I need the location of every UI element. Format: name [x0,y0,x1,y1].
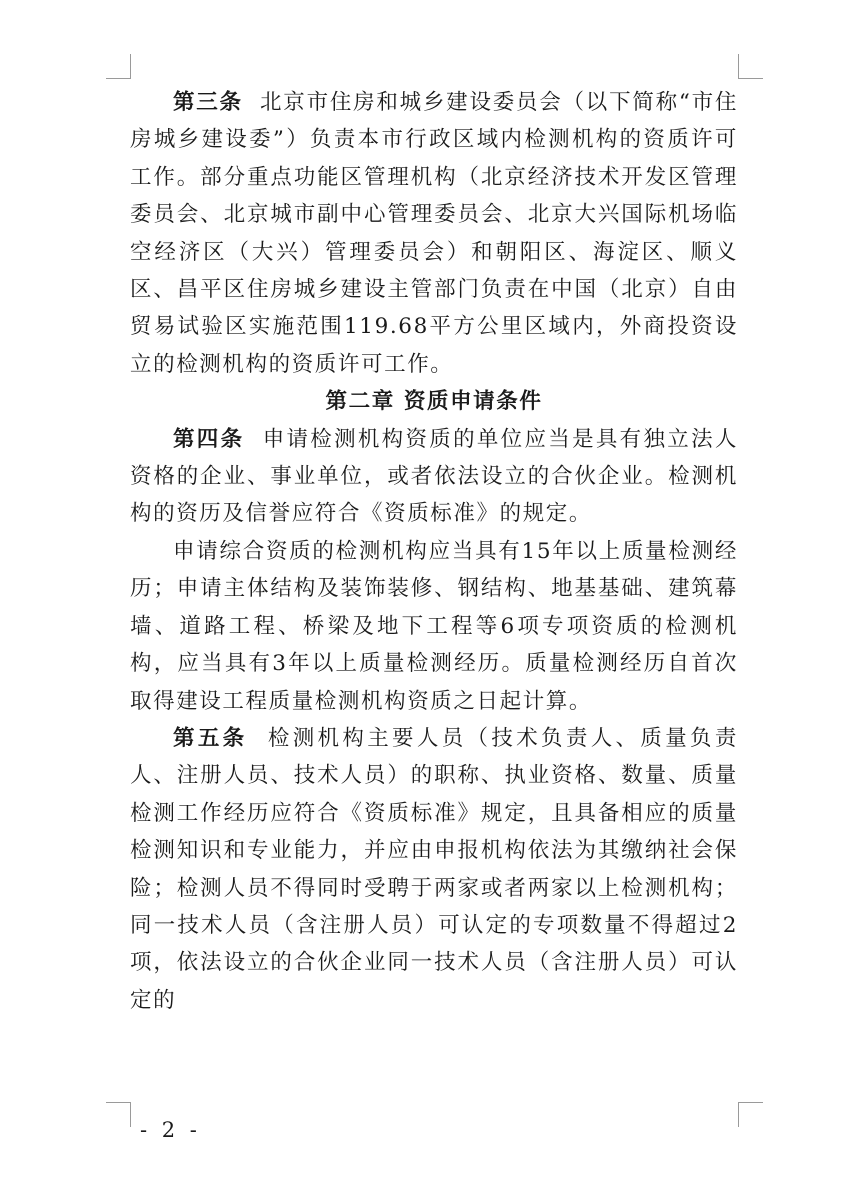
article-3-paragraph [130,84,738,383]
article-4-paragraph-2: 申请综合资质的检测机构应当具有15年以上质量检测经历；申请主体结构及装饰装修、钢结构、地基基础、建筑幕墙、道路工程、桥梁及地下工程等6项专项资质的检测机构，应当具有3年以上质量检测经历。质量检测经历自首次取得建设工程质量检测机构资质之日起计算。 [130,538,738,714]
article-5-paragraph [130,720,738,1019]
crop-mark-top-right [738,54,763,79]
document-body [130,84,738,1019]
article-3-lead: 第三条 [173,90,243,115]
article-5-lead: 第五条 [173,725,248,751]
page-number: - 2 - [140,1118,201,1142]
crop-mark-top-left [106,54,131,79]
article-4-lead: 第四条 [173,426,245,452]
article-4-paragraph [130,421,738,533]
crop-mark-bottom-left [106,1102,131,1127]
article-4-text: 申请检测机构资质的单位应当是具有独立法人资格的企业、事业单位，或者依法设立的合伙企业。检测机构的资历及信誉应符合《资质标准》的规定。 [130,426,738,527]
article-5-text: 检测机构主要人员（技术负责人、质量负责人、注册人员、技术人员）的职称、执业资格、数量、质量检测工作经历应符合《资质标准》规定，且具备相应的质量检测知识和专业能力，并应由申报机构依法为其缴纳社会保险；检测人员不得同时受聘于两家或者两家以上检测机构；同一技术人员（含注册人员）可认定的专项数量不得超过2项，依法设立的合伙企业同一技术人员（含注册人员）可认定的 [130,725,738,1013]
article-3-text: 北京市住房和城乡建设委员会（以下简称“市住房城乡建设委”）负责本市行政区域内检测机构的资质许可工作。部分重点功能区管理机构（北京经济技术开发区管理委员会、北京城市副中心管理委员会、北京大兴国际机场临空经济区（大兴）管理委员会）和朝阳区、海淀区、顺义区、昌平区住房城乡建设主管部门负责在中国（北京）自由贸易试验区实施范围119.68平方公里区域内，外商投资设立的检测机构的资质许可工作。 [130,90,738,377]
crop-mark-bottom-right [738,1102,763,1127]
chapter-2-heading: 第二章 资质申请条件 [325,389,543,415]
